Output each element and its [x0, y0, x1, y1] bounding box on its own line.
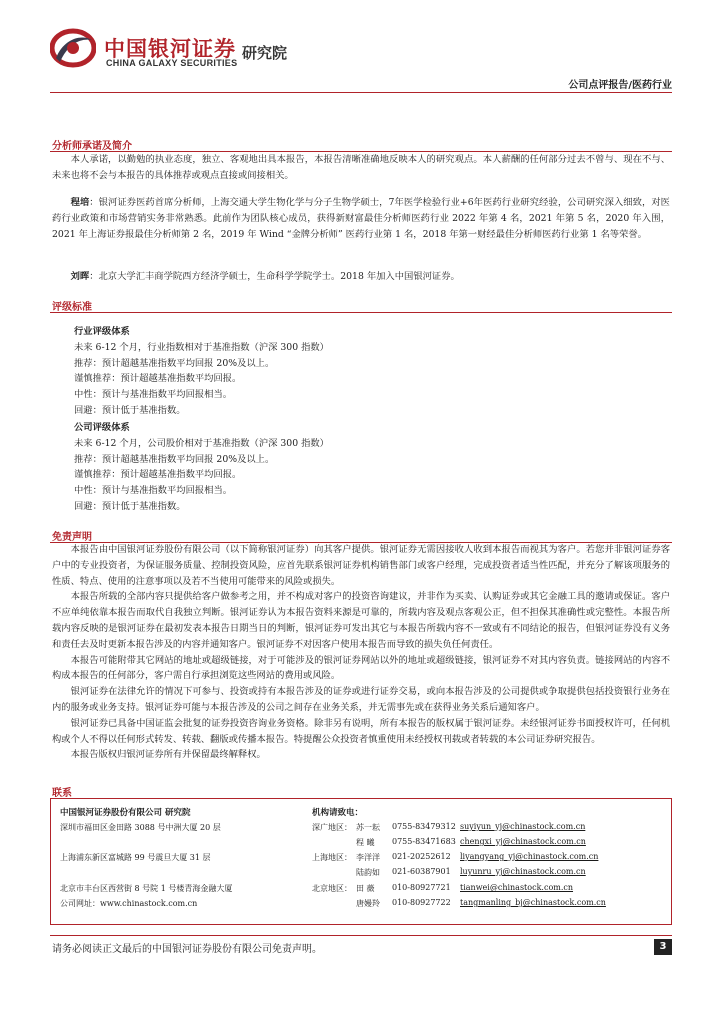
- contact-phone: 0755-83471683: [392, 837, 456, 846]
- contact-phone: 0755-83479312: [392, 822, 456, 831]
- disclaimer-paragraph: 银河证券已具备中国证监会批复的证券投资咨询业务资格。除非另有说明，所有本报告的版权属于银河证券。未经银河证券书面授权许可，任何机构或个人不得以任何形式转发、转载、翻版或传播本报告。特提醒公众投资者慎重使用未经授权刊载或者转载的本公司证券研究报告。: [52, 717, 670, 745]
- contact-name: 程 曦: [356, 838, 375, 847]
- contacts-title: 机构请致电：: [312, 808, 364, 818]
- contact-name: 李洋洋: [356, 853, 380, 862]
- analyst-section-title: 分析师承诺及简介: [52, 141, 132, 152]
- analyst-name-2: 刘晖: [70, 271, 90, 282]
- industry-rating-block: [74, 324, 329, 419]
- contact-email[interactable]: [460, 822, 585, 831]
- contact-address: 深圳市福田区金田路 3088 号中洲大厦 20 层: [60, 823, 221, 832]
- contact-region: 北京地区：: [312, 884, 352, 893]
- contact-company: 中国银河证券股份有限公司 研究院: [60, 808, 191, 818]
- contact-name: 唐嫚羚: [356, 899, 380, 908]
- disclaimer-paragraph: 本报告可能附带其它网站的地址或超级链接，对于可能涉及的银河证券网站以外的地址或超级链接，银河证券不对其内容负责。链接网站的内容不构成本报告的任何部分，客户需自行承担浏览这些网站的费用或风险。: [52, 654, 670, 682]
- analyst-name-1: 程培: [70, 197, 90, 208]
- company-rating-block: [74, 420, 329, 515]
- contact-email-link[interactable]: tianwei@chinastock.com.cn: [460, 883, 574, 892]
- brand-name-cn: 中国银河证券: [104, 37, 236, 61]
- industry-rating-line: 未来 6-12 个月，行业指数相对于基准指数（沪深 300 指数）: [74, 341, 329, 353]
- company-rating-line: 回避：预计低于基准指数。: [74, 500, 186, 512]
- contact-name: 田 薇: [356, 884, 375, 893]
- contact-email-link[interactable]: liyangyang_yj@chinastock.com.cn: [460, 852, 599, 861]
- company-rating-head: 公司评级体系: [74, 422, 130, 433]
- industry-rating-line: 谨慎推荐：预计超越基准指数平均回报。: [74, 373, 242, 385]
- disclaimer-paragraph: 本报告版权归银河证券所有并保留最终解释权。: [70, 749, 266, 761]
- header-divider: [50, 92, 672, 93]
- company-rating-line: 谨慎推荐：预计超越基准指数平均回报。: [74, 469, 242, 481]
- disclaimer-section-title: 免责声明: [52, 532, 92, 543]
- company-rating-line: 推荐：预计超越基准指数平均回报 20%及以上。: [74, 453, 275, 465]
- contact-address: 北京市丰台区西营街 8 号院 1 号楼青海金融大厦: [60, 884, 233, 893]
- disclaimer-paragraph: 本报告所载的全部内容只提供给客户做参考之用，并不构成对客户的投资咨询建议，并非作为买卖、认购证券或其它金融工具的邀请或保证。客户不应单纯依靠本报告而取代自我独立判断。银河证券认为本报告资料来源是可靠的，所载内容及观点客观公正，但不担保其准确性或完整性。本报告所载内容反映的是银河证券在最初发表本报告日期当日的判断，银河证券可发出其它与本报告所载内容不一致或有不同结论的报告，但银河证券没有义务和责任去及时更新本报告涉及的内容并通知客户。银河证券不对因客户使用本报告而导致的损失负任何责任。: [52, 591, 670, 650]
- rating-section-rule: [50, 312, 672, 313]
- contact-email-link[interactable]: chengxi_yj@chinastock.com.cn: [460, 837, 586, 846]
- industry-rating-line: 推荐：预计超越基准指数平均回报 20%及以上。: [74, 357, 275, 369]
- brand-institute: 研究院: [242, 44, 288, 62]
- contact-phone: 010-80927722: [392, 898, 451, 907]
- brand-name-en: CHINA GALAXY SECURITIES: [106, 58, 238, 68]
- contact-phone: 010-80927721: [392, 883, 451, 892]
- footer-disclaimer: 请务必阅读正文最后的中国银河证券股份有限公司免责声明。: [52, 944, 322, 955]
- disclaimer-paragraph: 银河证券在法律允许的情况下可参与、投资或持有本报告涉及的证券或进行证券交易，或向本报告涉及的公司提供或争取提供包括投资银行业务在内的服务或业务支持。银河证券可能与本报告涉及的公司之间存在业务关系，并无需事先或在获得业务关系后通知客户。: [52, 686, 670, 713]
- report-type: 公司点评报告/医药行业: [568, 80, 672, 91]
- company-logo-icon: [50, 28, 96, 68]
- contact-email[interactable]: [460, 837, 586, 846]
- contact-email[interactable]: [460, 883, 573, 892]
- contact-name: 陆韵如: [356, 868, 380, 877]
- contact-name: 苏一耘: [356, 823, 380, 832]
- contact-email[interactable]: [460, 898, 606, 907]
- analyst-bio-2: [52, 269, 670, 285]
- company-rating-line: 中性：预计与基准指数平均回报相当。: [74, 485, 233, 497]
- contact-phone: 021-60387901: [392, 867, 451, 876]
- contact-region: 上海地区：: [312, 853, 352, 862]
- contact-email-link[interactable]: tangmanling_bj@chinastock.com.cn: [460, 898, 606, 907]
- page-number: 3: [654, 939, 672, 955]
- contact-website: 公司网址：www.chinastock.com.cn: [60, 899, 198, 908]
- contact-email-link[interactable]: luyunru_yj@chinastock.com.cn: [460, 867, 586, 876]
- disclaimer-paragraph: 本报告由中国银河证券股份有限公司（以下简称银河证券）向其客户提供。银河证券无需因接收人收到本报告而视其为客户。若您并非银河证券客户中的专业投资者，为保证服务质量、控制投资风险，应首先联系银河证券机构销售部门或客户经理，完成投资者适当性匹配，并充分了解该项服务的性质、特点、使用的注意事项以及若不当使用可能带来的风险或损失。: [52, 544, 670, 587]
- analyst-commitment: 本人承诺，以勤勉的执业态度，独立、客观地出具本报告，本报告清晰准确地反映本人的研究观点。本人薪酬的任何部分过去不曾与、现在不与、未来也将不会与本报告的具体推荐或观点直接或间接相关。: [52, 154, 670, 181]
- analyst-bio-1: [52, 195, 670, 242]
- contact-email[interactable]: [460, 852, 598, 861]
- footer-divider: [50, 935, 672, 936]
- analyst-bio-2-text: ：北京大学汇丰商学院西方经济学硕士，生命科学学院学士。2018 年加入中国银河证券。: [89, 271, 460, 282]
- disclaimer-body: [52, 542, 670, 763]
- analyst-bio-1-text: ：银河证券医药首席分析师，上海交通大学生物化学与分子生物学硕士，7年医学检验行业+6年医药行业研究经验，公司研究深入细致，对医药行业政策和市场营销实务非常熟悉。此前作为团队核心成员，获得新财富最佳分析师医药行业 2022 年第 4 名，2021 年第 5 名，2020 年入围，2021 年上海证券报最佳分析师第 2 名，2019 年 Wind “金牌分析师” 医药行业第 1 名，2018 年第一财经最佳分析师医药行业第 1 名等荣誉。: [52, 197, 670, 240]
- contact-region: 深广地区：: [312, 823, 352, 832]
- industry-rating-line: 回避：预计低于基准指数。: [74, 404, 186, 416]
- contact-phone: 021-20252612: [392, 852, 451, 861]
- contact-email[interactable]: [460, 867, 586, 876]
- industry-rating-head: 行业评级体系: [74, 326, 130, 337]
- contact-section-title: 联系: [52, 788, 72, 799]
- contact-email-link[interactable]: suyiyun_yj@chinastock.com.cn: [460, 822, 586, 831]
- industry-rating-line: 中性：预计与基准指数平均回报相当。: [74, 389, 233, 401]
- rating-section-title: 评级标准: [52, 302, 92, 313]
- company-rating-line: 未来 6-12 个月，公司股价相对于基准指数（沪深 300 指数）: [74, 437, 329, 449]
- contact-address: 上海浦东新区富城路 99 号震旦大厦 31 层: [60, 853, 211, 862]
